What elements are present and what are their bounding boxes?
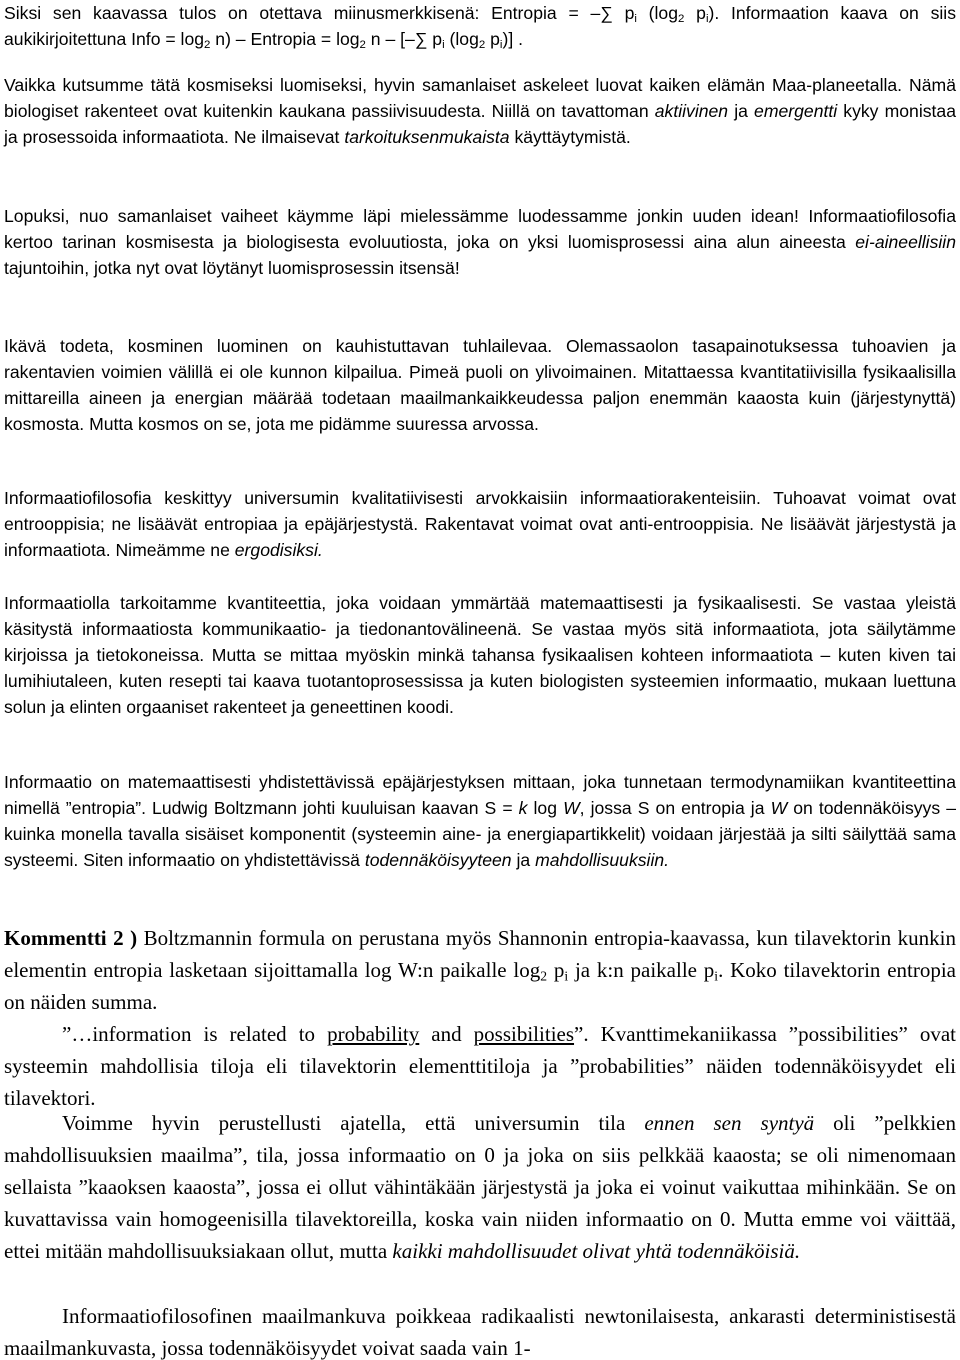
paragraph-information-philosophy: Informaatiofilosofia keskittyy universumin kvalitatiivisesti arvokkaisiin informaatiorakenteisiin. Tuhoavat voimat ovat entrooppisia; ne lisäävät entropiaa ja epäjärjestystä. Rakentavat voimat ovat anti-entrooppisia. Ne lisäävät järjestystä ja informaatiota. Nimeämme ne ergodisiksi. bbox=[4, 488, 956, 560]
quote-probability-paragraph: ”…information is related to probability and possibilities”. Kvanttimekaniikassa ”possibilities” ovat systeemin mahdollisia tiloja eli tilavektorin elementtitiloja ja ”probabilities” näiden todennäköisyydet eli tilavektori. bbox=[4, 1022, 956, 1110]
entropy-formula-paragraph: Siksi sen kaavassa tulos on otettava miinusmerkkisenä: Entropia = –∑ $p_i$ ($\log_2$ $p_i$). Informaation kaava on siis aukikirjoitettuna Info = $\log_2 n$) – Entropia = $\log_2 n$ – [–∑ $p_i$ ($\log_2$ $p_i$)] . bbox=[4, 3, 956, 51]
comment-2-paragraph: Kommentti 2 ) Boltzmannin formula on perustana myös Shannonin entropia-kaavassa, kun tilavektorin kunkin elementin entropia lasketaan sijoittamalla log W:n paikalle $\log_2 p_i$ ja k:n paikalle $p_i$. Koko tilavektorin entropia on näiden summa. bbox=[4, 926, 957, 1014]
worldview-paragraph: Informaatiofilosofinen maailmankuva poikkeaa radikaalisti newtonilaisesta, ankarasti deterministisestä maailmankuvasta, jossa todennäköisyydet voivat saada vain 1- bbox=[4, 1304, 956, 1360]
paragraph-boltzmann: Informaatio on matemaattisesti yhdistettävissä epäjärjestyksen mittaan, joka tunnetaan termodynamiikan kvantiteettina nimellä ”entropia”. Ludwig Boltzmann johti kuuluisan kaavan S = k log W, jossa S on entropia ja W on todennäköisyys – kuinka monella tavalla sisäiset komponentit (systeemin aine- ja energiapartikkelit) voidaan järjestää ja silti säilyttää sama systeemi. Siten informaatio on yhdistettävissä todennäköisyyteen ja mahdollisuuksiin. bbox=[4, 772, 956, 870]
paragraph-cosmic-creation: Ikävä todeta, kosminen luominen on kauhistuttavan tuhlailevaa. Olemassaolon tasapainotuksessa tuhoavien ja rakentavien voimien välillä ei ole kunnon kilpailua. Pimeä puoli on ylivoimainen. Mitattaessa kvantitatiivisilla fysikaalisilla mittareilla aineen ja energian määrää todetaan maailmankaikkeudessa paljon enemmän kaaosta kuin (järjestynyttä) kosmosta. Mutta kosmos on se, jota me pidämme suuressa arvossa. bbox=[4, 336, 956, 434]
paragraph-new-idea: Lopuksi, nuo samanlaiset vaiheet käymme läpi mielessämme luodessamme jonkin uuden idean! Informaatiofilosofia kertoo tarinan kosmisesta ja biologisesta evoluutiosta, joka on yksi luomisprosessi aina alun aineesta ei-aineellisiin tajuntoihin, jotka nyt ovat löytänyt luomisprosessin itsensä! bbox=[4, 206, 956, 278]
sum-symbol: ∑ bbox=[600, 3, 613, 23]
paragraph-biological-structures: Vaikka kutsumme tätä kosmiseksi luomiseksi, hyvin samanlaiset askeleet luovat kaiken elämän Maa-planeetalla. Nämä biologiset rakenteet ovat kuitenkin kaukana passiivisuudesta. Niillä on tavattoman aktiivinen ja emergentti kyky monistaa ja prosessoida informaatiota. Ne ilmaisevat tarkoituksenmukaista käyttäytymistä. bbox=[4, 75, 956, 147]
paragraph-information-quantity: Informaatiolla tarkoitamme kvantiteettia, joka voidaan ymmärtää matemaattisesti ja fysikaalisesti. Se vastaa yleistä käsitystä informaatiosta kommunikaatio- ja tiedonantovälineenä. Se vastaa myös sitä informaatiota, jota säilytämme kirjoissa ja tietokoneissa. Mutta se mittaa myöskin minkä tahansa fysikaalisen kohteen informaatiota – kuten kiven tai lumihiutaleen, kuten resepti tai kaava tuotantoprosessissa ja kuten biologisten systeemien informaatio, mukaan luettuna solun ja elinten orgaaniset rakenteet ja geneettinen koodi. bbox=[4, 593, 956, 717]
comment-heading: Kommentti 2 ) bbox=[4, 926, 138, 950]
formula-text: Siksi sen kaavassa tulos on otettava miinusmerkkisenä: Entropia = – bbox=[4, 3, 601, 23]
sum-symbol: ∑ bbox=[414, 29, 428, 49]
universe-state-paragraph: Voimme hyvin perustellusti ajatella, että universumin tila ennen sen syntyä oli ”pelkkien mahdollisuuksien maailma”, tila, jossa informaatio on 0 ja joka on siis pelkkää kaaosta; se oli nimenomaan sellaista ”kaaoksen kaaosta”, jossa ei ollut vähintäkään järjestystä ja joka ei voinut vaikuttaa mihinkään. Se on kuvattavissa vain homogeenisilla tilavektoreilla, koska vain niiden informaatio on 0. Mutta emme voi väittää, ettei mitään mahdollisuuksiakaan ollut, mutta kaikki mahdollisuudet olivat yhtä todennäköisiä. bbox=[4, 1111, 956, 1263]
